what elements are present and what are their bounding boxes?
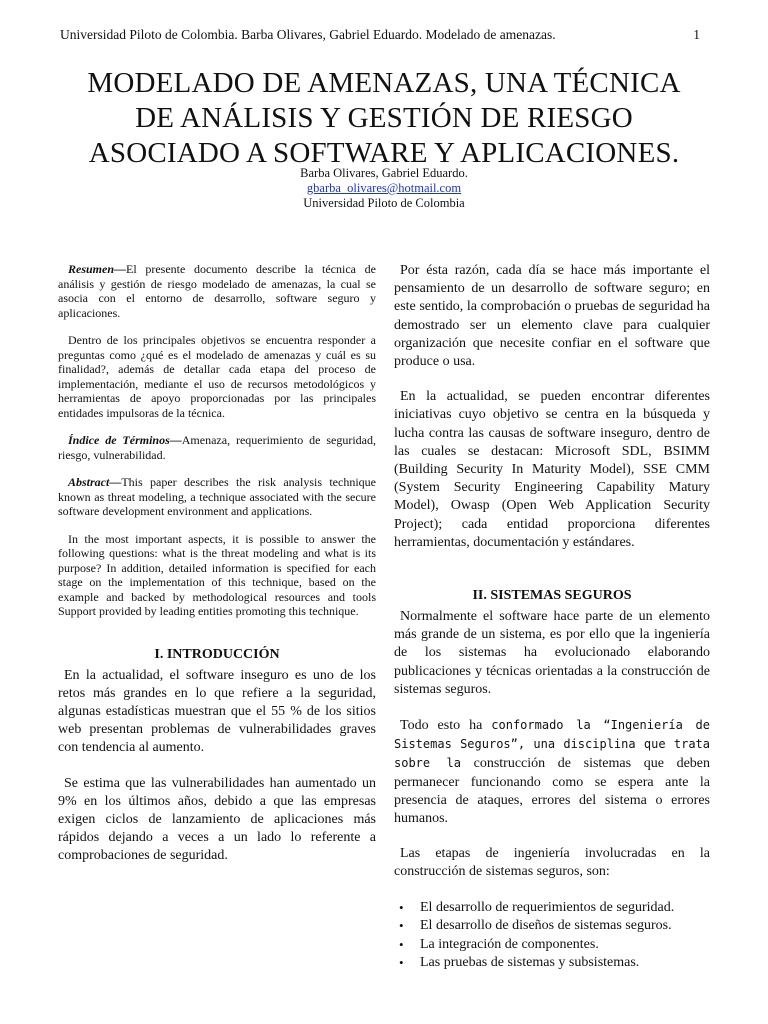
resumen-label: Resumen—: [68, 262, 127, 276]
sistemas-p2-end: construcción de sistemas que deben permanecer funcionando como se espera ante la presencia de ataques, errores del sistema o errores humanos.: [394, 756, 711, 827]
bullet-icon: •: [399, 954, 404, 970]
sistemas-p2-start: Todo esto ha: [400, 718, 492, 734]
author-block: [0, 166, 768, 211]
right-paragraph-2: En la actualidad, se pueden encontrar diferentes iniciativas cuyo objetivo se centra en la búsqueda y lucha contra las causas de software inseguro, dentro de las cuales se destacan: Microsoft SDL, BSIMM (Building Security In Maturity Model), SSE CMM (System Security Engineering Capability Matury Model), Owasp (Open Web Application Security Project); cada entidad proporciona diferentes herramientas, documentación y estándares.: [394, 389, 710, 550]
sistemas-paragraph-2: [394, 716, 710, 828]
abstract-paragraph: [58, 475, 376, 519]
sistemas-paragraph-1: Normalmente el software hace parte de un elemento más grande de un sistema, es por ello que la ingeniería de los sistemas ha evolucionado elaborando publicaciones y técnicas orientadas a la construcción de sistemas seguros.: [394, 609, 710, 697]
sistemas-p2-mono: conformado la “Ingeniería de Sistemas Seguros”, una disciplina que trata sobre la: [394, 718, 710, 771]
resumen-paragraph: [58, 262, 376, 320]
right-column: [394, 262, 710, 972]
page-number: 1: [693, 27, 700, 42]
abstract-label: Abstract—: [68, 475, 122, 489]
intro-paragraph-1: En la actualidad, el software inseguro es uno de los retos más grandes en lo que refiere a la seguridad, algunas estadísticas muestran que el 55 % de los sitios web presentan problemas de vulnerabilidades graves con tendencia al aumento.: [58, 667, 376, 756]
list-item: • El desarrollo de requerimientos de seguridad.: [394, 899, 710, 917]
paper-title: [60, 66, 708, 171]
left-column: [58, 262, 376, 866]
list-item: • Las pruebas de sistemas y subsistemas.: [394, 954, 710, 972]
bullet-icon: •: [399, 936, 404, 952]
section-2-heading: II. SISTEMAS SEGUROS: [472, 588, 632, 604]
list-item: • El desarrollo de diseños de sistemas seguros.: [394, 917, 710, 935]
title-line-3: ASOCIADO A SOFTWARE Y APLICACIONES.: [88, 137, 680, 169]
running-header-text: Universidad Piloto de Colombia. Barba Olivares, Gabriel Eduardo. Modelado de amenazas.: [60, 27, 556, 42]
author-name: Barba Olivares, Gabriel Eduardo.: [300, 166, 468, 180]
bullet-icon: •: [399, 918, 404, 934]
sistemas-paragraph-3: Las etapas de ingeniería involucradas en la construcción de sistemas seguros, son:: [394, 846, 710, 880]
title-line-2: DE ANÁLISIS Y GESTIÓN DE RIESGO: [135, 102, 633, 134]
abstract-paragraph-2: In the most important aspects, it is possible to answer the following questions: what is the threat modeling and what is its purpose? In addition, detailed information is specified for each stage on the implementation of this technique, based on the example and backed by methodological resources and tools Support provided by leading entities promoting this technique.: [58, 531, 376, 618]
running-header: [60, 27, 700, 43]
author-email-link[interactable]: gbarba_olivares@hotmail.com: [306, 181, 462, 195]
list-item: • La integración de componentes.: [394, 936, 710, 954]
abstract-text: This paper describes the risk analysis technique known as threat modeling, a technique associated with the secure software development environment and applications.: [58, 475, 376, 518]
etapas-bullet-list: [394, 899, 710, 973]
resumen-text: El presente documento describe la técnica de análisis y gestión de riesgo modelado de amenazas, la cual se asocia con el entorno de desarrollo, software seguro y aplicaciones.: [58, 262, 376, 320]
resumen-paragraph-2: Dentro de los principales objetivos se encuentra responder a preguntas como ¿qué es el modelado de amenazas y cuál es su finalidad?, además de detallar cada etapa del proceso de implementación, mediante el uso de recursos metodológicos y herramientas de apoyo proporcionadas por las principales entidades impulsoras de la técnica.: [58, 333, 376, 420]
bullet-icon: •: [399, 899, 404, 915]
indice-text: Amenaza, requerimiento de seguridad, riesgo, vulnerabilidad.: [58, 433, 376, 462]
section-1-heading: I. INTRODUCCIÓN: [154, 646, 280, 662]
title-line-1: MODELADO DE AMENAZAS, UNA TÉCNICA: [87, 67, 681, 99]
intro-paragraph-2: Se estima que las vulnerabilidades han aumentado un 9% en los últimos años, debido a que las empresas exigen ciclos de lanzamiento de aplicaciones más rápidos dejando a veces a un lado lo referente a comprobaciones de seguridad.: [58, 775, 376, 864]
author-affiliation: Universidad Piloto de Colombia: [303, 196, 465, 210]
indice-label: Índice de Términos—: [68, 433, 182, 447]
indice-paragraph: [58, 433, 376, 462]
right-paragraph-1: Por ésta razón, cada día se hace más importante el pensamiento de un desarrollo de software seguro; en este sentido, la comprobación o pruebas de seguridad ha demostrado ser un elemento clave para cualquier organización que necesite confiar en el software que produce o usa.: [394, 263, 710, 370]
